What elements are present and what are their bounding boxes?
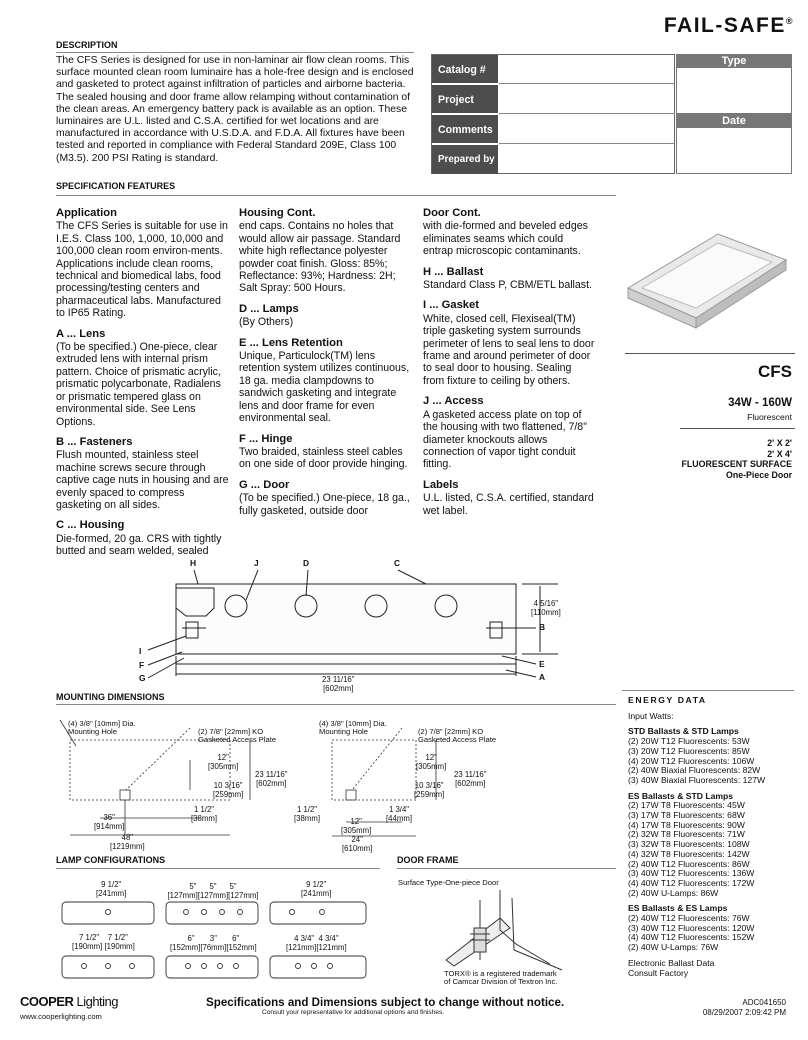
feature-door-cont: Door Cont. with die-formed and beveled edges eliminates seams which could entrap microscopic contaminants. [423,207,588,258]
feature-housing-cont: Housing Cont. end caps. Contains no holes that would allow air passage. Standard white high reflectance polyester powder coat finish. Gloss: 85%; Reflectance: 93%; Hardness: 2H; Salt Spray: 500 Hours. [239,207,401,295]
mount-left-2311: 23 11/16" [602mm] [255,770,288,788]
description-text: The CFS Series is designed for use in non-laminar air flow clean rooms. This surface mounted clean room luminaire has a hole-free design and is enclosed and gasketed to protect against infiltration of particles and airborne bacteria. The sealed housing and door frame allow relamping without contamination of the clean areas. An emergency battery pack is available as an option. These luminaires are U.L. listed and C.S.A. certified for wet locations and are manufactured in accordance with U.S.D.A. and F.D.A. All fixtures have been tested and reported in compliance with Federal Standard 209E, Class 100 (M3.5). 200 PSI Rating is standard. [56,55,414,164]
label-j: J [254,558,259,568]
feature-housing: C ... Housing Die-formed, 20 ga. CRS with tightly butted and seam welded, sealed [56,519,222,558]
lamp-config-heading: LAMP CONFIGURATIONS [56,855,166,865]
door-frame-sub: Surface Type-One-piece Door [398,878,499,887]
product-sizes: 2' X 2' 2' X 4' FLUORESCENT SURFACE One-Piece Door [681,438,792,480]
width-dim: 23 11/16" [602mm] [322,675,355,693]
type-box[interactable] [676,54,792,114]
torx-note: TORX® is a registered trademark of Camcar Division of Textron Inc. [444,969,558,987]
mount-left-36: 36" [914mm] [94,813,125,831]
mount-right-12b: 12" [305mm] [341,817,372,835]
spec-form [431,54,675,174]
label-a: A [539,672,546,682]
lamp-c-dim: 9 1/2" [241mm] [301,880,332,898]
feature-hinge: F ... Hinge Two braided, stainless steel cables on one side of door provide hinging. [239,432,408,471]
footer-notice: Specifications and Dimensions subject to change without notice. [206,996,565,1009]
mount-right-12: 12" [305mm] [416,753,447,771]
label-h: H [190,558,197,568]
feature-fasteners: B ... Fasteners Flush mounted, stainless steel machine screws secure through captive cage nuts in housing and are evenly spaced to compress gasketing on all sides. [56,435,229,511]
energy-data: ENERGY DATA Input Watts: STD Ballasts & STD Lamps (2) 20W T12 Fluorescents: 53W (3) 20W T12 Fluorescents: 85W (4) 20W T12 Fluorescents: 106W (2) 40W Biaxial Fluorescents: 82W (3) 40W Biaxial Fluorescents: 127W ES Ballasts & STD Lamps (2) 17W T8 Fluorescents: 45W (3) 17W T8 Fluorescents: 68W (4) 17W T8 Fluorescents: 90W (2) 32W T8 Fluorescents: 71W (3) 32W T8 Fluorescents: 108W (4) 32W T8 Fluorescents: 142W (2) 40W T12 Fluorescents: 86W (3) 40W T12 Fluorescents: 136W (4) 40W T12 Fluorescents: 172W (2) 40W U-Lamps: 86W ES Ballasts & ES Lamps (2) 40W T12 Fluorescents: 76W (3) 40W T12 Fluorescents: 120W (4) 40W T12 Fluorescents: 152W (2) 40W U-Lamps: 76W Electronic Ballast Data Consult Factory [628,695,766,978]
cooper-logo: COOPER Lighting [20,994,119,1009]
mount-right-hole: (4) 3/8" [10mm] Dia. Mounting Hole [319,719,387,737]
features-col1 [56,207,232,566]
type-label: Type [677,55,791,68]
mount-right-ko: (2) 7/8" [22mm] KO Gasketed Access Plate [418,727,497,745]
mount-right-1036: 10 3/16" [259mm] [414,781,445,799]
comments-label: Comments [432,115,498,143]
label-g: G [139,673,146,683]
brand-logo: FAIL-SAFE® [663,14,794,37]
section-diagram [136,556,566,690]
feature-lens: A ... Lens (To be specified.) One-piece, clear extruded lens with internal prism pattern. Choice of prismatic acrylic, prismatic polycarbonate, Radialens or prismatic tempered glass on environmental side. See Lens Options. [56,327,221,428]
date-label: Date [677,115,791,128]
product-code: CFS [758,362,792,381]
description-heading: DESCRIPTION [56,40,118,50]
mount-left-hole: (4) 3/8" [10mm] Dia. Mounting Hole [68,719,136,737]
label-i: I [139,646,142,656]
comments-field[interactable] [499,115,675,144]
product-wattage: 34W - 160W [728,397,792,409]
footer-url[interactable]: www.cooperlighting.com [20,1012,102,1021]
energy-group-es-es: ES Ballasts & ES Lamps (2) 40W T12 Fluorescents: 76W (3) 40W T12 Fluorescents: 120W (4) 40W T12 Fluorescents: 152W (2) 40W U-Lamps: 76W [628,903,755,953]
feature-lens-retention: E ... Lens Retention Unique, Particulock(TM) lens retention system utilizes continuous, 18 ga. media clampdowns to sandwich gasketing and integrate lens and door frame for even environmental seal. [239,336,410,425]
label-e: E [539,659,545,669]
mount-left-48: 48" [1219mm] [110,833,145,851]
doc-date: 08/29/2007 2:09:42 PM [702,1008,786,1017]
energy-group-std-std: STD Ballasts & STD Lamps (2) 20W T12 Fluorescents: 53W (3) 20W T12 Fluorescents: 85W (4) 20W T12 Fluorescents: 106W (2) 40W Biaxial Fluorescents: 82W (3) 40W Biaxial Fluorescents: 127W [628,726,766,785]
catalog-label: Catalog # [432,55,498,83]
feature-labels: Labels U.L. listed, C.S.A. certified, standard wet label. [423,478,594,517]
label-d: D [303,558,310,568]
doc-code: ADC041650 [742,998,786,1007]
lamp-d-dim: 7 1/2" 7 1/2" [190mm] [190mm] [72,933,135,951]
mount-left-112: 1 1/2" [38mm] [191,805,217,823]
date-box[interactable] [676,114,792,174]
mount-right-24: 24" [610mm] [342,835,373,853]
product-kind: Fluorescent [747,412,792,422]
feature-lamps: D ... Lamps (By Others) [239,302,299,329]
features-col2 [239,207,411,525]
project-field[interactable] [499,85,675,114]
lamp-e-dim: 6" 3" 6" [152mm][76mm][152mm] [170,934,257,952]
spec-heading: SPECIFICATION FEATURES [56,181,176,191]
label-f: F [139,660,145,670]
fixture-image [622,200,794,340]
feature-gasket: I ... Gasket White, closed cell, Flexiseal(TM) triple gasketing system surrounds perimeter of lens to seal lens to door frame and around perimeter of door to seal door to housing. Sealing from fixture to ceiling by others. [423,299,595,387]
lamp-b-dim: 5" 5" 5" [127mm][127mm][127mm] [167,882,259,900]
feature-door: G ... Door (To be specified.) One-piece, 18 ga., fully gasketed, outside door [239,478,410,517]
mount-right-134: 1 3/4" [44mm] [386,805,412,823]
energy-group-es-std: ES Ballasts & STD Lamps (2) 17W T8 Fluorescents: 45W (3) 17W T8 Fluorescents: 68W (4) 17W T8 Fluorescents: 90W (2) 32W T8 Fluorescents: 71W (3) 32W T8 Fluorescents: 108W (4) 32W T8 Fluorescents: 142W (2) 40W T12 Fluorescents: 86W (3) 40W T12 Fluorescents: 136W (4) 40W T12 Fluorescents: 172W (2) 40W U-Lamps: 86W [628,790,755,898]
footer-consult: Consult your representative for additional options and finishes. [262,1009,445,1016]
features-col3 [423,207,595,525]
label-b: B [539,622,546,632]
height-dim: 4 5/16" [110mm] [531,599,561,617]
label-c: C [394,558,401,568]
mount-left-ko: (2) 7/8" [22mm] KO Gasketed Access Plate [198,727,277,745]
mounting-heading: MOUNTING DIMENSIONS [56,692,165,702]
lamp-f-dim: 4 3/4" 4 3/4" [121mm][121mm] [286,934,347,952]
feature-application: Application The CFS Series is suitable for use in I.E.S. Class 100, 1,000, 10,000 and 100,000 clean room environ-ments. Applications include clean rooms, technical and biomedical labs, food processing/testing centers and pharmaceutical labs. Manufactured to IP65 Rating. [56,207,228,320]
mount-left-1036: 10 3/16" [259mm] [213,781,244,799]
feature-ballast: H ... Ballast Standard Class P, CBM/ETL ballast. [423,265,592,292]
lamp-a-dim: 9 1/2" [241mm] [96,880,127,898]
door-frame-heading: DOOR FRAME [397,855,459,865]
door-frame-diagram [440,890,590,970]
mount-left-12: 12" [305mm] [208,753,239,771]
catalog-field[interactable] [499,55,675,84]
prepared-label: Prepared by [432,145,498,174]
project-label: Project [432,85,498,113]
feature-access: J ... Access A gasketed access plate on top of the housing with two flattened, 7/8" diameter knockouts allows connection of vapor tight conduit fitting. [423,395,587,471]
prepared-field[interactable] [499,145,675,174]
mount-right-112: 1 1/2" [38mm] [294,805,320,823]
mount-right-2311: 23 11/16" [602mm] [454,770,487,788]
